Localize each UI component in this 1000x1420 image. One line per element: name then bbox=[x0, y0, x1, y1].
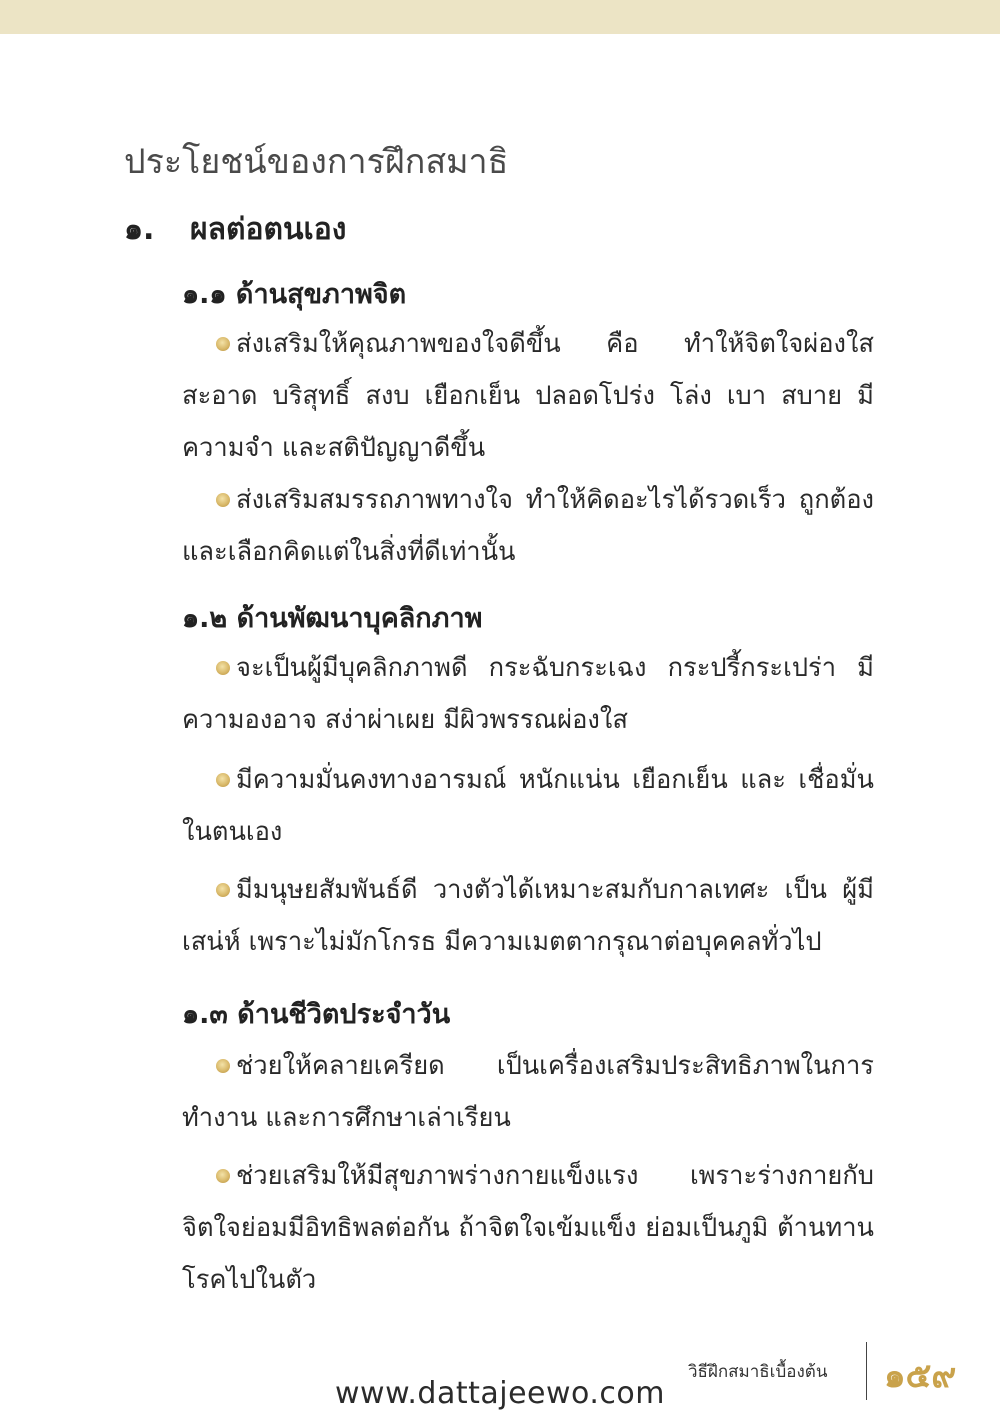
website-url: www.dattajeewo.com bbox=[335, 1376, 665, 1411]
paragraph-text: จะเป็นผู้มีบุคลิกภาพดี กระฉับกระเฉง กระปรี้กระเปร่า มีความองอาจ สง่าผ่าเผย มีผิวพรรณผ่องใส bbox=[182, 653, 874, 735]
bullet-icon bbox=[216, 337, 230, 351]
section-number: ๑. bbox=[124, 212, 155, 247]
paragraph bbox=[182, 1150, 874, 1306]
bullet-icon bbox=[216, 493, 230, 507]
bullet-icon bbox=[216, 1169, 230, 1183]
page-title: ประโยชน์ของการฝึกสมาธิ bbox=[124, 142, 509, 182]
paragraph bbox=[182, 754, 874, 858]
page-number: ๑๕๙ bbox=[884, 1356, 957, 1396]
paragraph-text: ส่งเสริมสมรรถภาพทางใจ ทำให้คิดอะไรได้รวดเร็ว ถูกต้องและเลือกคิดแต่ในสิ่งที่ดีเท่านั้น bbox=[182, 485, 874, 567]
paragraph bbox=[182, 864, 874, 968]
paragraph-text: มีมนุษยสัมพันธ์ดี วางตัวได้เหมาะสมกับกาลเทศะ เป็น ผู้มีเสน่ห์ เพราะไม่มักโกรธ มีความเมตตากรุณาต่อบุคคลทั่วไป bbox=[182, 875, 874, 957]
top-decorative-band bbox=[0, 0, 1000, 34]
paragraph-text: ช่วยเสริมให้มีสุขภาพร่างกายแข็งแรง เพราะร่างกายกับ จิตใจย่อมมีอิทธิพลต่อกัน ถ้าจิตใจเข้มแข็ง ย่อมเป็นภูมิ ต้านทานโรคไปในตัว bbox=[182, 1161, 874, 1295]
section-label: ผลต่อตนเอง bbox=[190, 212, 347, 247]
subsection-heading: ๑.๒ ด้านพัฒนาบุคลิกภาพ bbox=[182, 603, 483, 634]
paragraph-text: ส่งเสริมให้คุณภาพของใจดีขึ้น คือ ทำให้จิตใจผ่องใส สะอาด บริสุทธิ์ สงบ เยือกเย็น ปลอดโปร่ง โล่ง เบา สบาย มีความจำ และสติปัญญาดีขึ้น bbox=[182, 329, 874, 463]
paragraph bbox=[182, 474, 874, 578]
paragraph bbox=[182, 318, 874, 474]
bullet-icon bbox=[216, 1059, 230, 1073]
paragraph bbox=[182, 1040, 874, 1144]
subsection-heading: ๑.๓ ด้านชีวิตประจำวัน bbox=[182, 999, 451, 1030]
bullet-icon bbox=[216, 773, 230, 787]
paragraph bbox=[182, 642, 874, 746]
book-title: วิธีฝึกสมาธิเบื้องต้น bbox=[688, 1362, 828, 1382]
subsection-heading: ๑.๑ ด้านสุขภาพจิต bbox=[182, 279, 407, 310]
bullet-icon bbox=[216, 883, 230, 897]
paragraph-text: มีความมั่นคงทางอารมณ์ หนักแน่น เยือกเย็น และ เชื่อมั่นในตนเอง bbox=[182, 765, 874, 847]
section-heading bbox=[124, 206, 346, 253]
paragraph-text: ช่วยให้คลายเครียด เป็นเครื่องเสริมประสิทธิภาพในการ ทำงาน และการศึกษาเล่าเรียน bbox=[182, 1051, 874, 1133]
bullet-icon bbox=[216, 661, 230, 675]
